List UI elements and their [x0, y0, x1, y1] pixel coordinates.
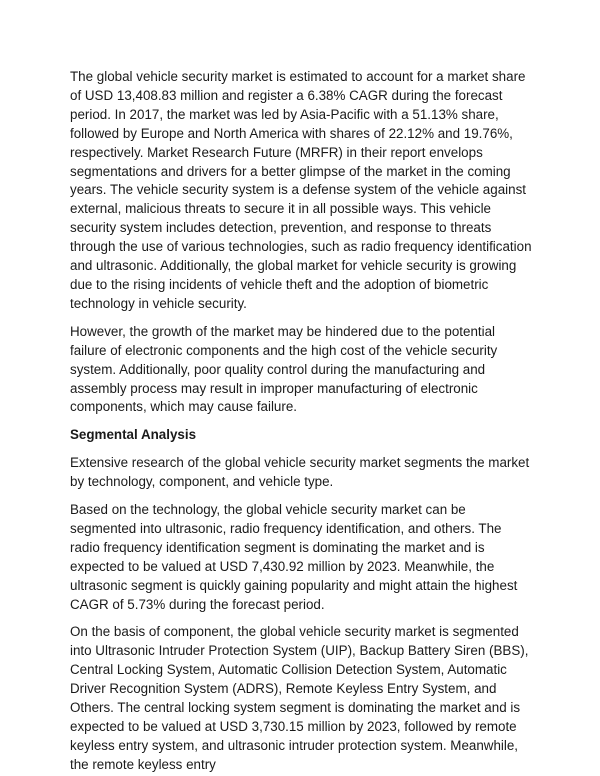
- paragraph-component-segment: On the basis of component, the global vehicle security market is segmented into Ultrasonic Intruder Protection System (UIP), Backup Battery Siren (BBS), Central Locking System, Automatic Collision Detection System, Automatic Driver Recognition System (ADRS), Remote Keyless Entry System, and Others. The central locking system segment is dominating the market and is expected to be valued at USD 3,730.15 million by 2023, followed by remote keyless entry system, and ultrasonic intruder protection system. Meanwhile, the remote keyless entry: [70, 624, 529, 772]
- paragraph-market-overview: The global vehicle security market is estimated to account for a market share of USD 13,408.83 million and register a 6.38% CAGR during the forecast period. In 2017, the market was led by Asia-Pacific with a 51.13% share, followed by Europe and North America with shares of 22.12% and 19.76%, respectively. Market Research Future (MRFR) in their report envelops segmentations and drivers for a better glimpse of the market in the coming years. The vehicle security system is a defense system of the vehicle against external, malicious threats to secure it in all possible ways. This vehicle security system includes detection, prevention, and response to threats through the use of various technologies, such as radio frequency identification and ultrasonic. Additionally, the global market for vehicle security is growing due to the rising incidents of vehicle theft and the adoption of biometric technology in vehicle security.: [70, 69, 532, 311]
- paragraph-segmentation-intro: Extensive research of the global vehicle security market segments the market by technology, component, and vehicle type.: [70, 455, 530, 490]
- paragraph-market-restraints: However, the growth of the market may be hindered due to the potential failure of electronic components and the high cost of the vehicle security system. Additionally, poor quality control during the manufacturing and assembly process may result in improper manufacturing of electronic components, which may cause failure.: [70, 323, 498, 415]
- heading-segmental-analysis: Segmental Analysis: [70, 427, 197, 443]
- paragraph-technology-segment: Based on the technology, the global vehicle security market can be segmented into ultrasonic, radio frequency identification, and others. The radio frequency identification segment is dominating the market and is expected to be valued at USD 7,430.92 million by 2023. Meanwhile, the ultrasonic segment is quickly gaining popularity and might attain the highest CAGR of 5.73% during the forecast period.: [70, 502, 518, 612]
